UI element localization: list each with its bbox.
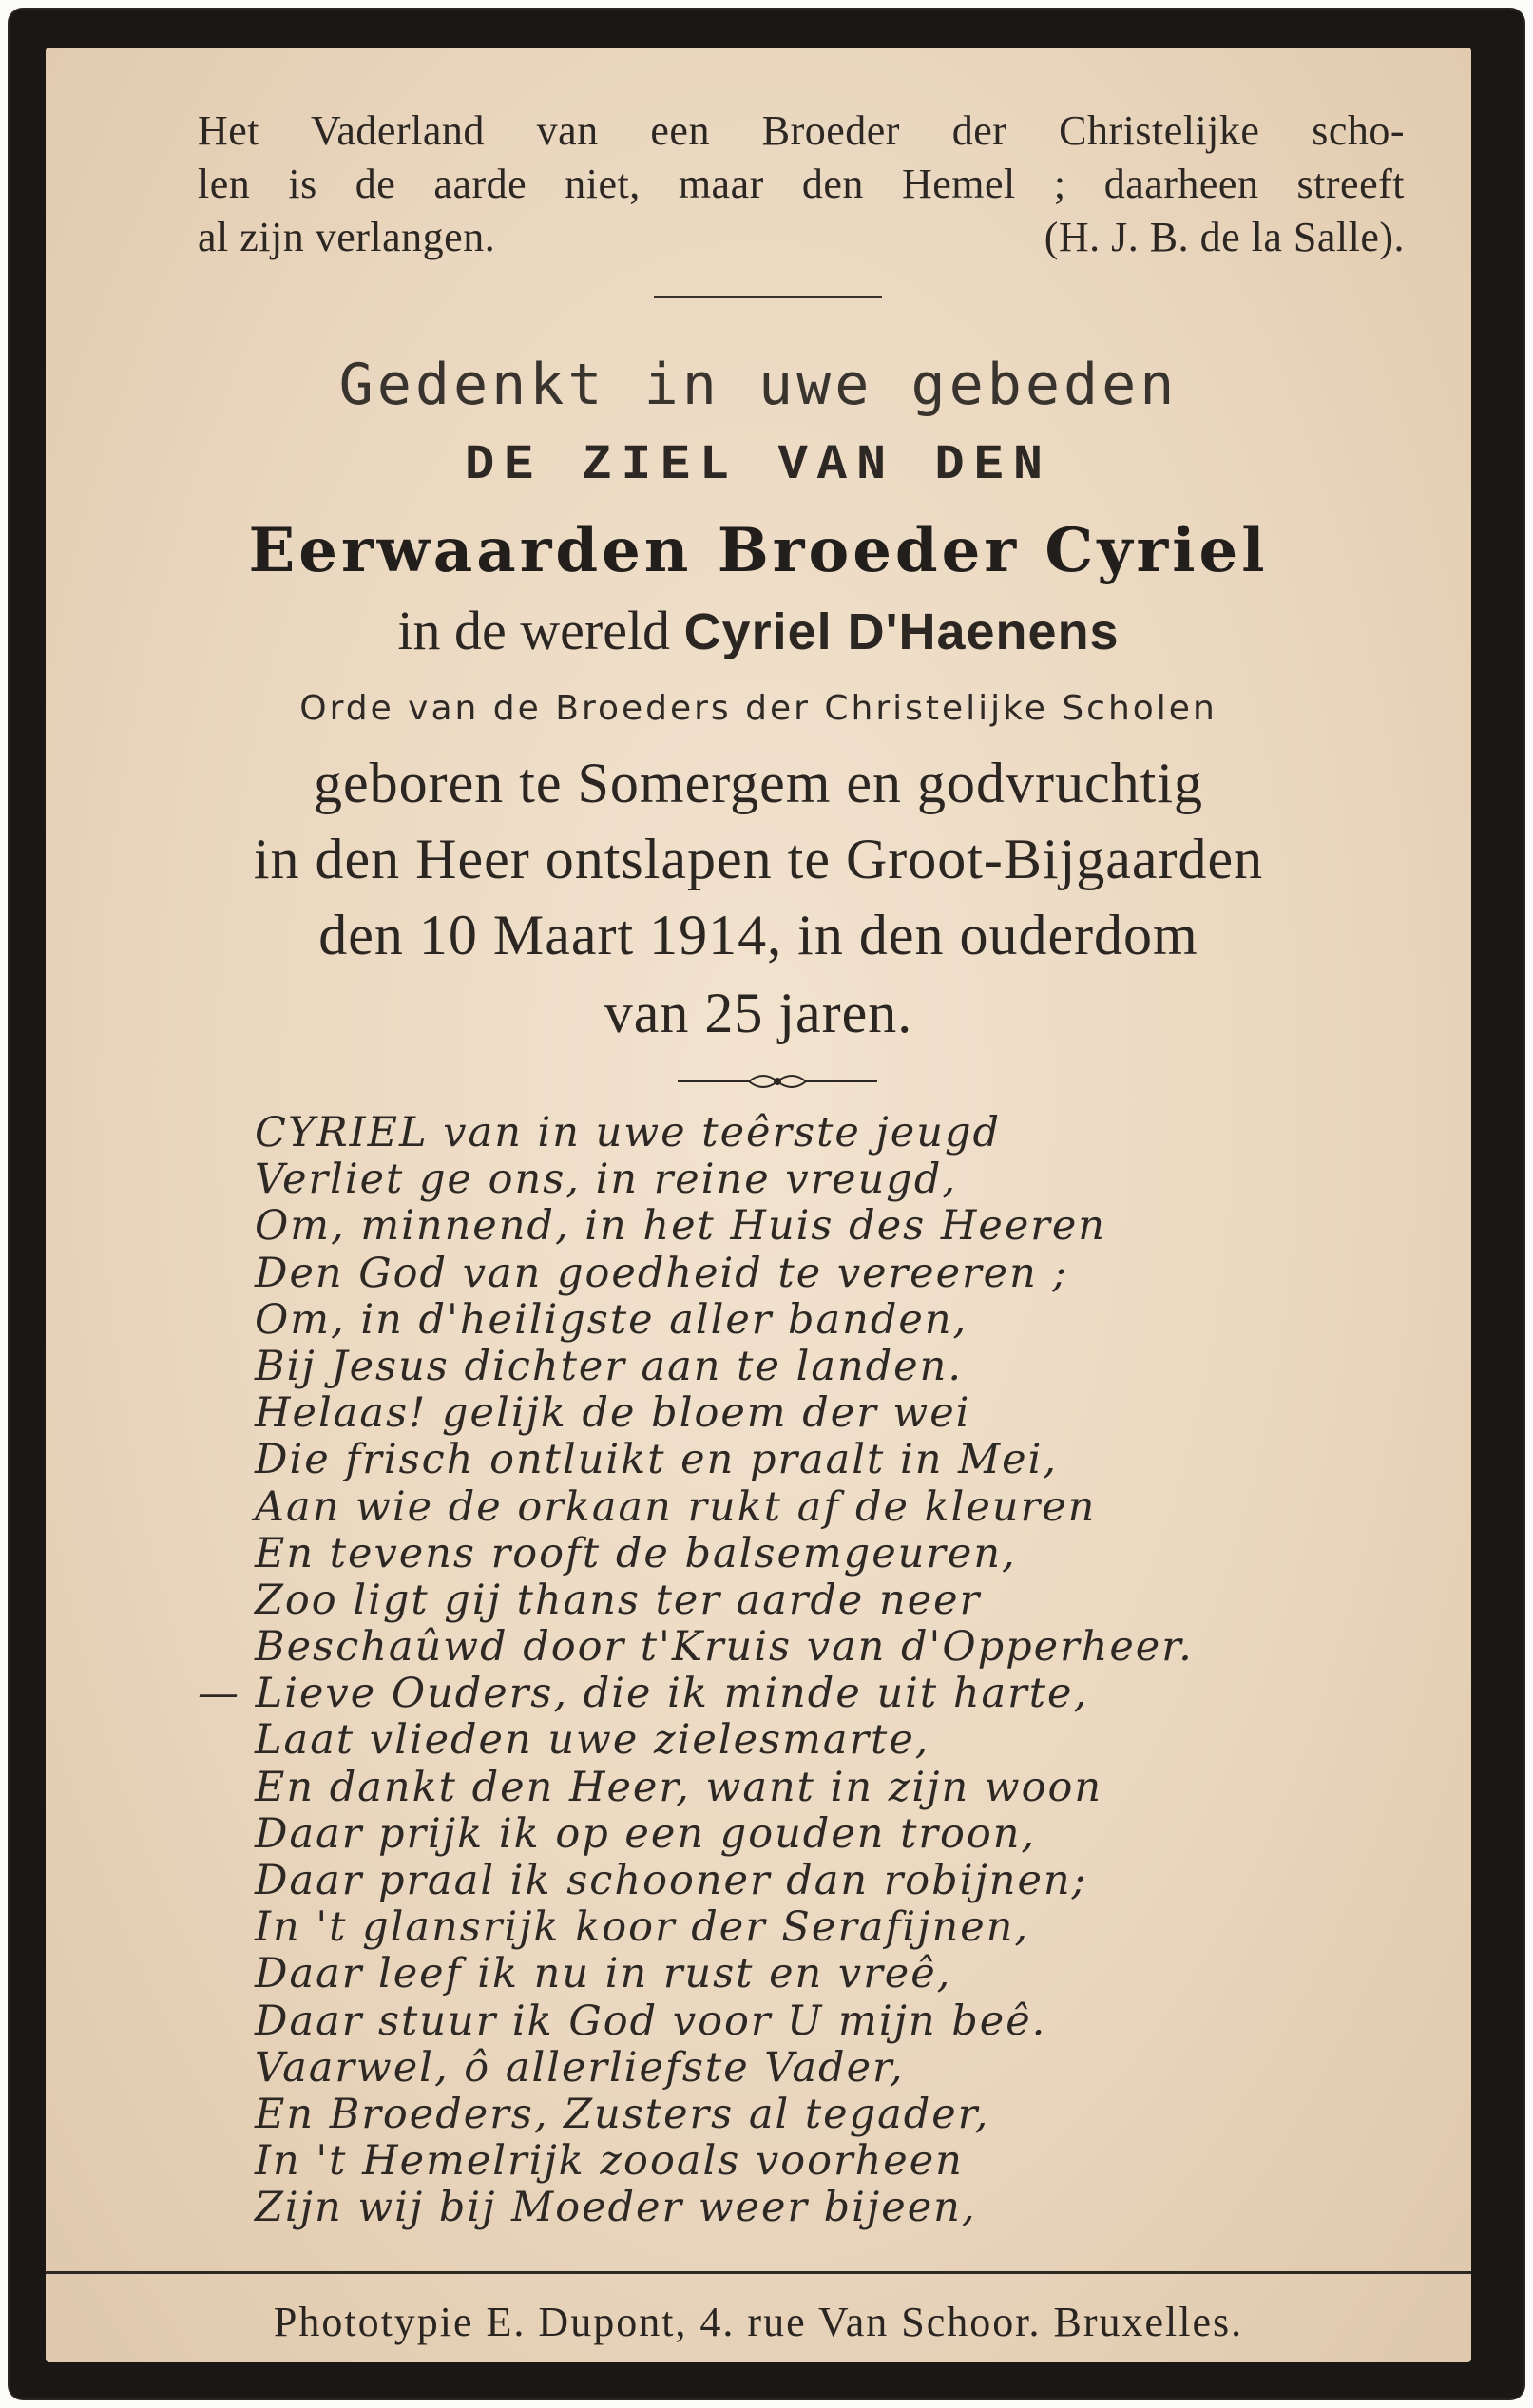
poem — [198, 1109, 1194, 2232]
ornament-divider — [678, 1068, 877, 1095]
poem-line: Om, in d'heiligste aller banden, — [255, 1295, 968, 1344]
poem-line: En tevens rooft de balsemgeuren, — [255, 1529, 1017, 1577]
poem-line: Die frisch ontluikt en praalt in Mei, — [255, 1436, 1059, 1484]
poem-line: Vaarwel, ô allerliefste Vader, — [255, 2043, 905, 2092]
poem-line: — Lieve Ouders, die ik minde uit harte, — [198, 1670, 1089, 1718]
order-line: Orde van de Broeders der Christelijke Scholen — [299, 689, 1217, 728]
poem-line: Bij Jesus dichter aan te landen. — [255, 1342, 963, 1390]
divider-top — [654, 296, 882, 298]
world-name: Cyriel D'Haenens — [683, 603, 1120, 660]
quote-line-3 — [198, 213, 1405, 261]
card-paper — [46, 48, 1471, 2362]
mourning-card — [10, 10, 1523, 2398]
poem-line: Zijn wij bij Moeder weer bijeen, — [255, 2184, 977, 2232]
world-prefix: in de wereld — [397, 600, 671, 661]
poem-line: En Broeders, Zusters al tegader, — [255, 2090, 990, 2138]
poem-line: Beschaûwd door t'Kruis van d'Opperheer. — [255, 1623, 1194, 1672]
poem-line: Daar stuur ik God voor U mijn beê. — [255, 1997, 1047, 2045]
printer-credit: Phototypie E. Dupont, 4. rue Van Schoor. Bruxelles. — [273, 2299, 1244, 2345]
poem-line: Den God van goedheid te vereeren ; — [255, 1249, 1068, 1297]
poem-line: Om, minnend, in het Huis des Heeren — [255, 1202, 1106, 1251]
died-line: in den Heer ontslapen te Groot-Bijgaarden — [253, 828, 1264, 890]
quote-line-2: len is de aarde niet, maar den Hemel ; daarheen streeft — [198, 161, 1405, 207]
poem-line: Helaas! gelijk de bloem der wei — [255, 1389, 971, 1438]
poem-line: Laat vlieden uwe zielesmarte, — [255, 1716, 930, 1765]
soul-line: DE ZIEL VAN DEN — [464, 437, 1053, 493]
world-name-line — [46, 599, 1471, 662]
divider-footer — [46, 2271, 1471, 2274]
poem-line: Zoo ligt gij thans ter aarde neer — [255, 1576, 982, 1624]
quote-attribution: (H. J. B. de la Salle). — [1044, 214, 1405, 260]
poem-line: En dankt den Heer, want in zijn woon — [255, 1763, 1103, 1811]
poem-line: Aan wie de orkaan rukt af de kleuren — [255, 1482, 1097, 1531]
poem-line: Daar prijk ik op een gouden troon, — [255, 1809, 1037, 1858]
age-line: van 25 jaren. — [604, 982, 913, 1044]
date-line: den 10 Maart 1914, in den ouderdom — [318, 904, 1198, 966]
poem-line: CYRIEL van in uwe teêrste jeugd — [255, 1109, 1002, 1156]
poem-line: In 't glansrijk koor der Serafijnen, — [255, 1903, 1030, 1952]
poem-line: Verliet ge ons, in reine vreugd, — [255, 1156, 958, 1204]
poem-line: Daar leef ik nu in rust en vreê, — [255, 1950, 952, 1998]
born-line: geboren te Somergem en godvruchtig — [314, 752, 1203, 814]
quote-line-3-text: al zijn verlangen. — [198, 214, 496, 260]
poem-line: In 't Hemelrijk zooals voorheen — [255, 2137, 964, 2186]
poem-line: Daar praal ik schooner dan robijnen; — [255, 1857, 1088, 1904]
deceased-title-name: Eerwaarden Broeder Cyriel — [248, 515, 1269, 586]
pray-line: Gedenkt in uwe gebeden — [338, 352, 1178, 418]
quote-line-1: Het Vaderland van een Broeder der Christelijke scho- — [198, 107, 1405, 154]
